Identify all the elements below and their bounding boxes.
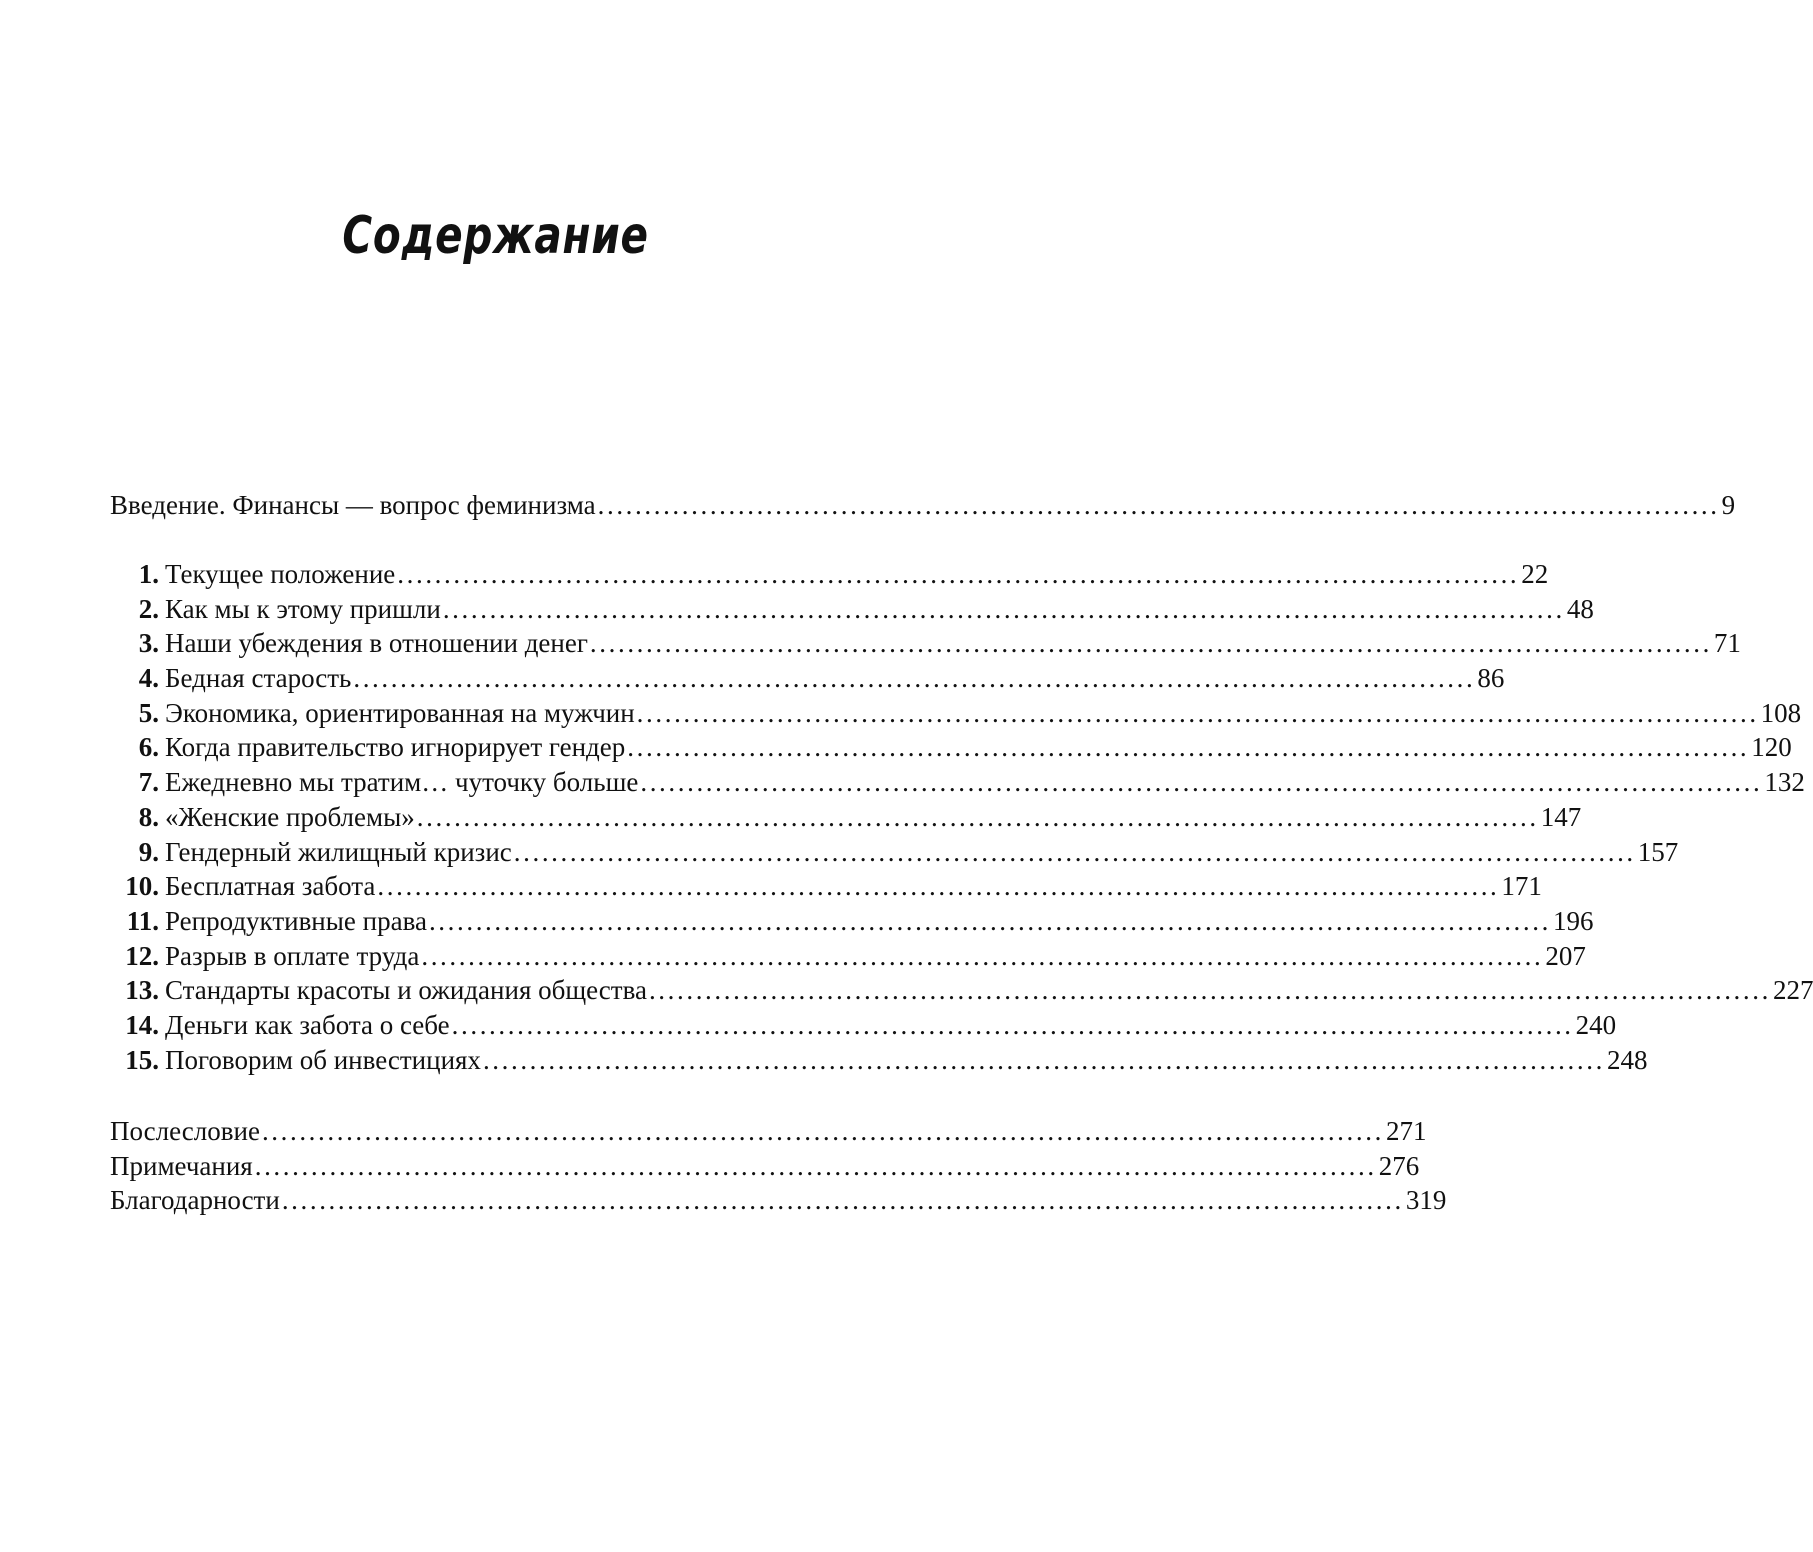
toc-row[interactable] xyxy=(110,661,1505,696)
chapter-number: 9. xyxy=(138,836,159,867)
chapter-number: 12. xyxy=(125,940,159,971)
toc-page-number: 108 xyxy=(1760,697,1802,728)
chapter-number: 14. xyxy=(125,1009,159,1040)
toc-page-number: 240 xyxy=(1575,1009,1617,1040)
page-title: Содержание xyxy=(342,206,649,266)
dot-leader: ........................................................................................................................ xyxy=(254,1150,1377,1181)
toc-page-number: 207 xyxy=(1545,940,1586,971)
toc-page-number: 248 xyxy=(1606,1044,1648,1075)
toc-entry-label: Введение. Финансы — вопрос феминизма xyxy=(110,490,596,520)
chapter-number: 3. xyxy=(138,628,159,659)
toc-entry-label: Поговорим об инвестициях xyxy=(165,1044,481,1075)
dot-leader: ........................................................................................................................ xyxy=(482,1044,1605,1075)
toc-row[interactable] xyxy=(110,696,1802,731)
toc-row[interactable] xyxy=(110,800,1582,835)
toc-entry-label: «Женские проблемы» xyxy=(165,801,415,832)
dot-leader: ........................................................................................................................ xyxy=(513,836,1636,867)
toc-page-number: 196 xyxy=(1552,905,1594,936)
toc-page-number: 171 xyxy=(1501,871,1542,902)
toc-page-number: 319 xyxy=(1405,1185,1447,1216)
toc-entry-label: Бедная старость xyxy=(165,663,352,694)
dot-leader: ........................................................................................................................ xyxy=(421,940,1544,971)
toc-entry-label: Деньги как забота о себе xyxy=(165,1009,450,1040)
toc-page-number: 22 xyxy=(1521,559,1549,589)
toc-entry-label: Разрыв в оплате труда xyxy=(165,940,420,971)
toc-page-number: 227 xyxy=(1772,975,1813,1006)
toc-intro xyxy=(110,488,1736,523)
toc-row[interactable] xyxy=(110,1183,1447,1218)
chapter-number: 10. xyxy=(125,871,159,902)
toc-row[interactable] xyxy=(110,1114,1427,1149)
dot-leader: ........................................................................................................................ xyxy=(627,732,1750,763)
toc-row[interactable] xyxy=(110,592,1594,627)
toc-chapters xyxy=(110,557,1813,1077)
toc-row[interactable] xyxy=(110,488,1736,523)
toc-row[interactable] xyxy=(110,835,1679,870)
toc-entry-label: Когда правительство игнорирует гендер xyxy=(165,732,626,763)
toc-page-number: 48 xyxy=(1566,593,1594,624)
toc-page-number: 132 xyxy=(1764,767,1805,798)
chapter-number: 6. xyxy=(138,732,159,763)
toc-entry-label: Стандарты красоты и ожидания общества xyxy=(165,975,647,1006)
toc-page-number: 71 xyxy=(1713,628,1741,659)
toc-entry-label: Гендерный жилищный кризис xyxy=(165,836,512,867)
toc-row[interactable] xyxy=(110,1043,1648,1078)
toc-row[interactable] xyxy=(110,1008,1617,1043)
chapter-number: 15. xyxy=(125,1044,159,1075)
toc-row[interactable] xyxy=(110,557,1549,592)
toc-page-number: 147 xyxy=(1540,801,1582,832)
dot-leader: ........................................................................................................................ xyxy=(281,1185,1404,1216)
chapter-number: 7. xyxy=(138,767,159,798)
dot-leader: ........................................................................................................................ xyxy=(261,1116,1384,1146)
toc-entry-label: Ежедневно мы тратим… чуточку больше xyxy=(165,767,639,798)
chapter-number: 5. xyxy=(138,697,159,728)
toc-page-number: 120 xyxy=(1751,732,1792,763)
toc-back-matter xyxy=(110,1114,1447,1218)
toc-entry-label: Благодарности xyxy=(110,1185,280,1216)
toc-page-number: 9 xyxy=(1721,490,1736,520)
dot-leader: ........................................................................................................................ xyxy=(353,663,1476,694)
toc-page-number: 86 xyxy=(1477,663,1505,694)
dot-leader: ........................................................................................................................ xyxy=(442,593,1565,624)
toc-row[interactable] xyxy=(110,869,1542,904)
toc-page-number: 271 xyxy=(1385,1116,1427,1146)
toc-entry-label: Бесплатная забота xyxy=(165,871,376,902)
dot-leader: ........................................................................................................................ xyxy=(428,905,1551,936)
toc-entry-label: Примечания xyxy=(110,1150,253,1181)
chapter-number: 13. xyxy=(125,975,159,1006)
chapter-number: 4. xyxy=(138,663,159,694)
toc-row[interactable] xyxy=(110,973,1813,1008)
toc-entry-label: Репродуктивные права xyxy=(165,905,427,936)
dot-leader: ........................................................................................................................ xyxy=(636,697,1759,728)
toc-entry-label: Послесловие xyxy=(110,1116,260,1146)
toc-row[interactable] xyxy=(110,765,1805,800)
toc-entry-label: Как мы к этому пришли xyxy=(165,593,441,624)
chapter-number: 1. xyxy=(138,559,159,589)
chapter-number: 11. xyxy=(126,905,159,936)
dot-leader: ........................................................................................................................ xyxy=(377,871,1500,902)
dot-leader: ........................................................................................................................ xyxy=(397,559,1520,589)
toc-row[interactable] xyxy=(110,626,1741,661)
dot-leader: ........................................................................................................................ xyxy=(589,628,1712,659)
dot-leader: ........................................................................................................................ xyxy=(597,490,1720,520)
toc-row[interactable] xyxy=(110,939,1586,974)
toc-entry-label: Наши убеждения в отношении денег xyxy=(165,628,588,659)
dot-leader: ........................................................................................................................ xyxy=(640,767,1763,798)
toc-page-number: 157 xyxy=(1637,836,1679,867)
dot-leader: ........................................................................................................................ xyxy=(416,801,1539,832)
toc-row[interactable] xyxy=(110,730,1792,765)
dot-leader: ........................................................................................................................ xyxy=(451,1009,1574,1040)
toc-entry-label: Экономика, ориентированная на мужчин xyxy=(165,697,635,728)
chapter-number: 2. xyxy=(138,593,159,624)
toc-row[interactable] xyxy=(110,904,1594,939)
toc-row[interactable] xyxy=(110,1149,1420,1184)
toc-entry-label: Текущее положение xyxy=(165,559,396,589)
toc-page-number: 276 xyxy=(1378,1150,1420,1181)
chapter-number: 8. xyxy=(138,801,159,832)
dot-leader: ........................................................................................................................ xyxy=(648,975,1771,1006)
